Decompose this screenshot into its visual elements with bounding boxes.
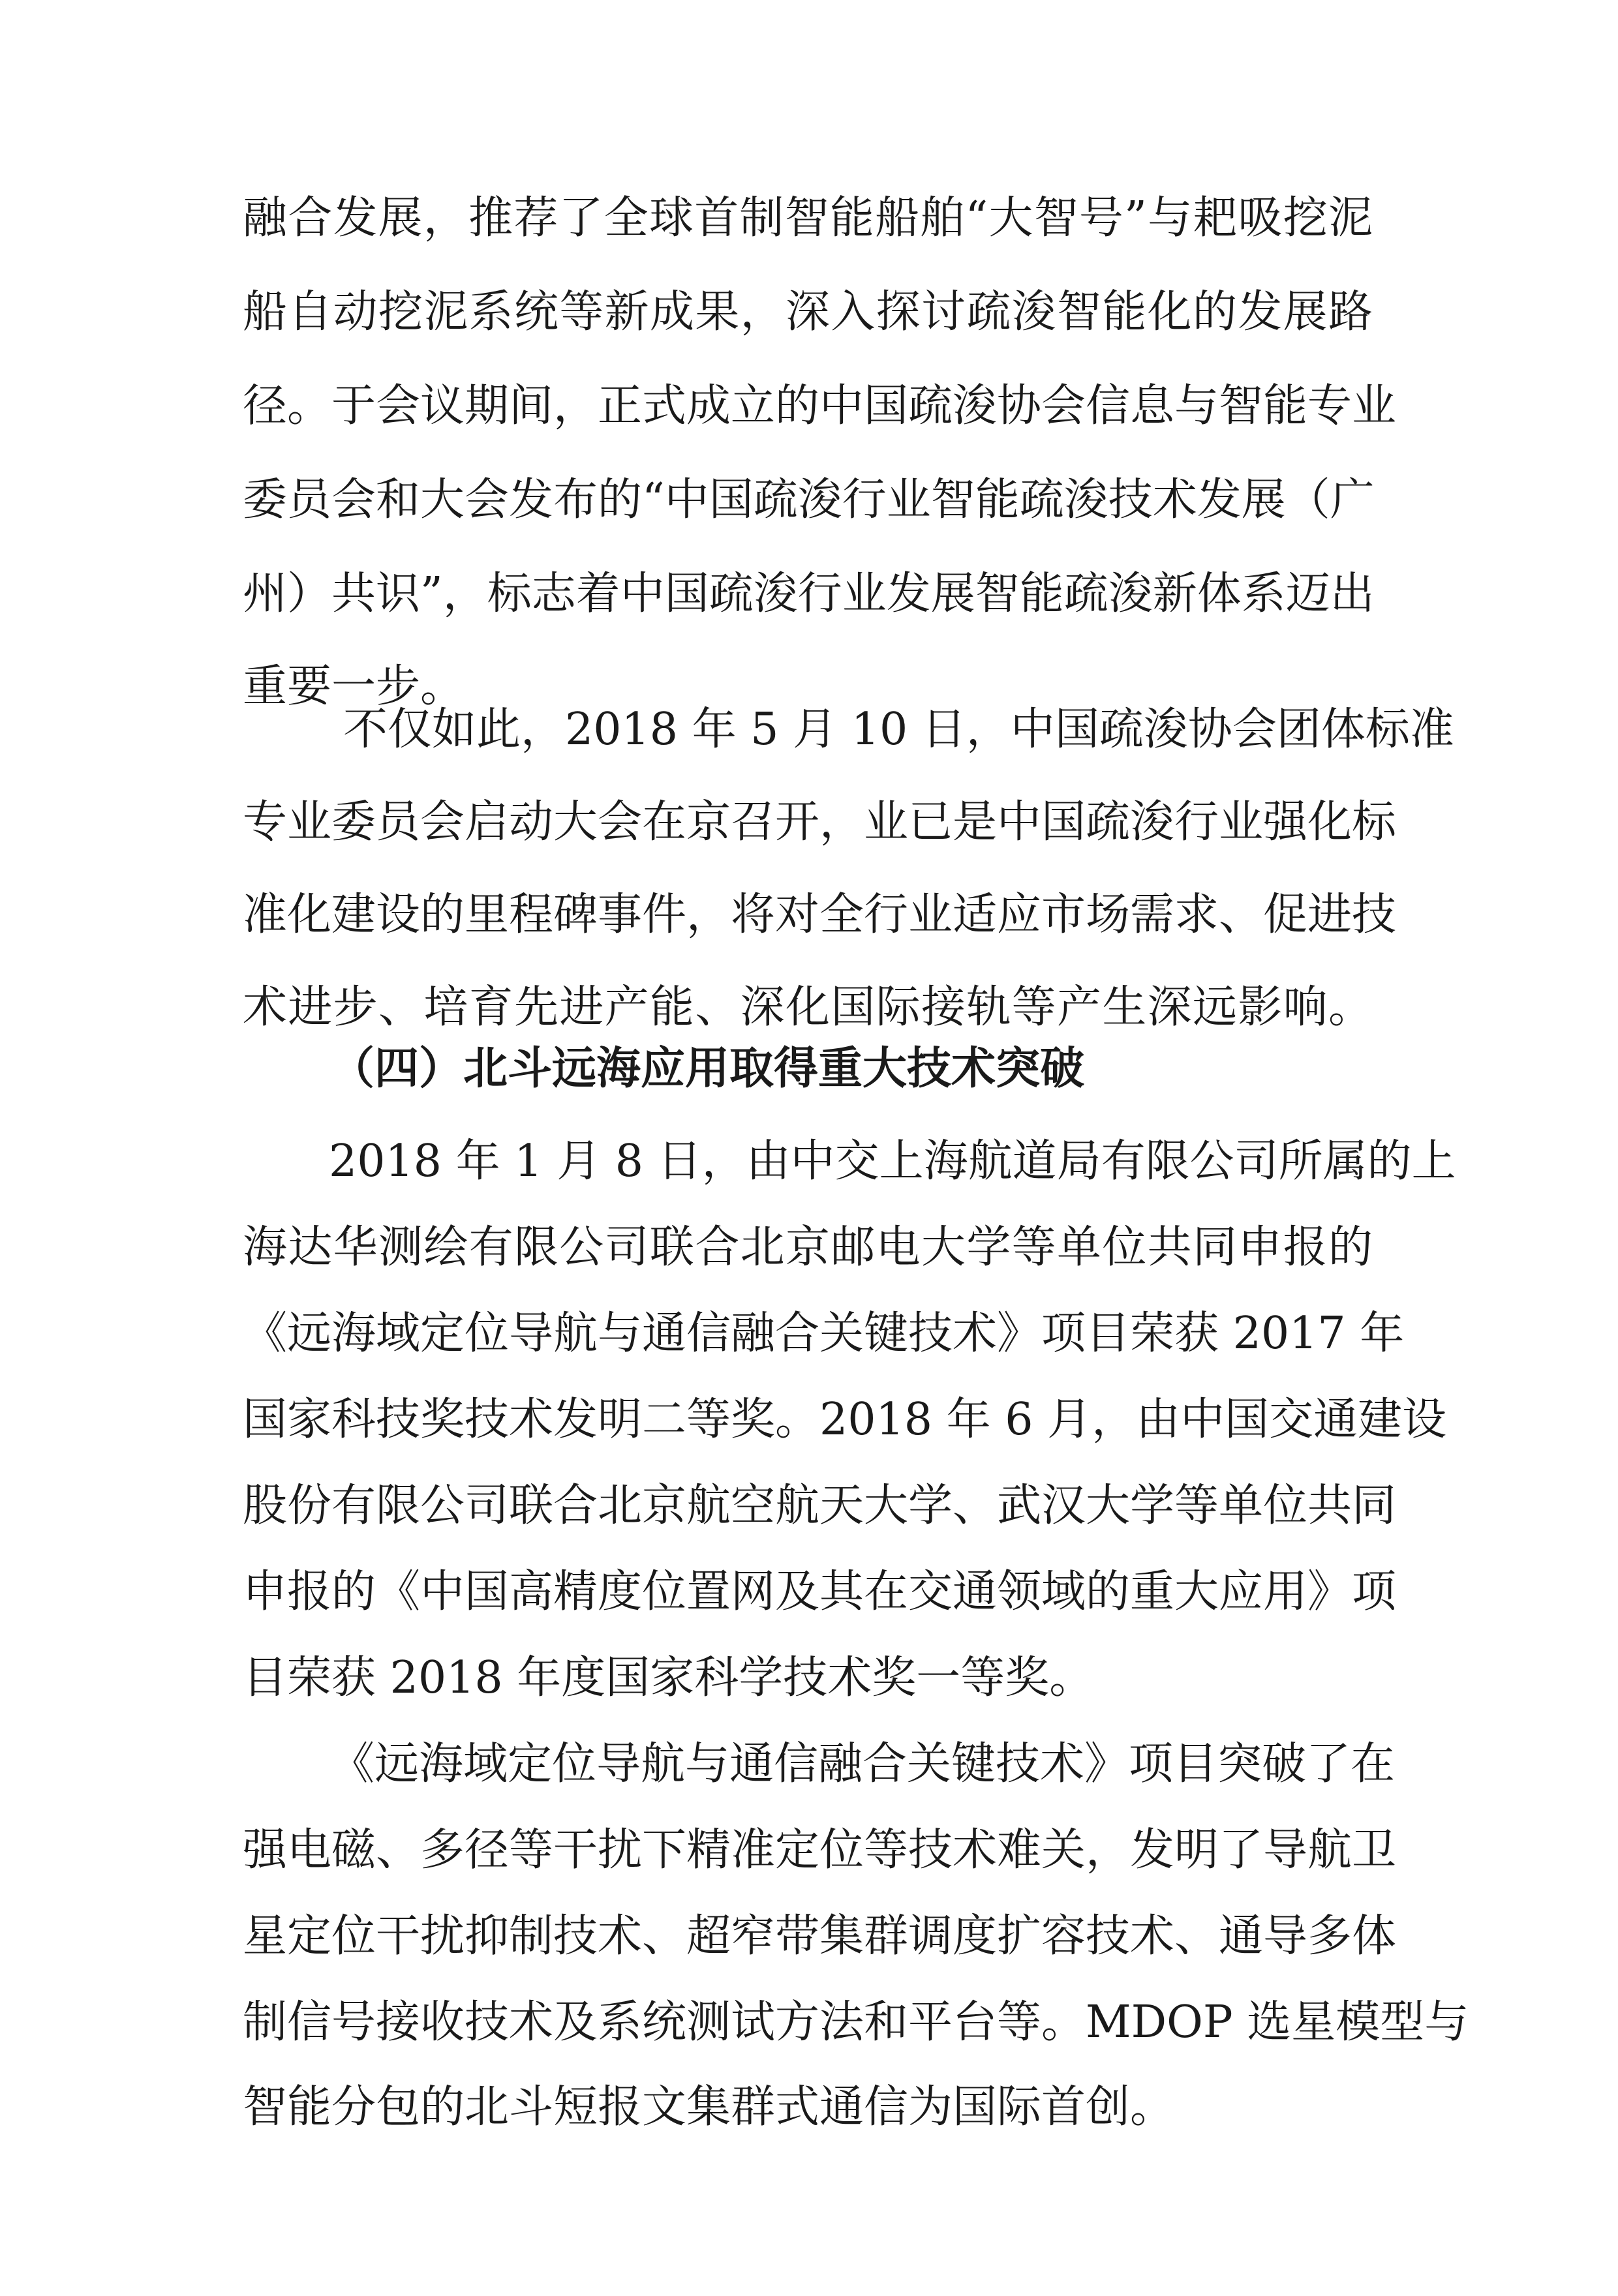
paragraph-1-line-2: 船自动挖泥系统等新成果，深入探讨疏浚智能化的发展路: [243, 286, 1373, 338]
paragraph-4-line-5: 智能分包的北斗短报文集群式通信为国际首创。: [243, 2081, 1175, 2133]
paragraph-3-line-7: 目荣获 2018 年度国家科学技术奖一等奖。: [243, 1652, 1094, 1704]
paragraph-3-line-3: 《远海域定位导航与通信融合关键技术》项目荣获 2017 年: [243, 1308, 1405, 1359]
paragraph-1-line-6: 重要一步。: [243, 661, 465, 712]
paragraph-3-line-4: 国家科技奖技术发明二等奖。2018 年 6 月，由中国交通建设: [243, 1394, 1447, 1445]
paragraph-2-line-3: 准化建设的里程碑事件，将对全行业适应市场需求、促进技: [243, 889, 1397, 941]
paragraph-4-line-2: 强电磁、多径等干扰下精准定位等技术难关，发明了导航卫: [243, 1824, 1397, 1876]
paragraph-2-line-2: 专业委员会启动大会在京召开，业已是中国疏浚行业强化标: [243, 796, 1397, 848]
paragraph-4-line-4: 制信号接收技术及系统测试方法和平台等。MDOP 选星模型与: [243, 1997, 1469, 2048]
paragraph-3-line-1: 2018 年 1 月 8 日，由中交上海航道局有限公司所属的上: [329, 1136, 1456, 1187]
section-heading: （四）北斗远海应用取得重大技术突破: [330, 1043, 1085, 1095]
paragraph-2-line-1: 不仅如此，2018 年 5 月 10 日，中国疏浚协会团体标准: [343, 704, 1454, 755]
paragraph-1-line-5: 州）共识”，标志着中国疏浚行业发展智能疏浚新体系迈出: [243, 568, 1375, 620]
paragraph-4-line-1: 《远海域定位导航与通信融合关键技术》项目突破了在: [330, 1738, 1396, 1790]
paragraph-3-line-5: 股份有限公司联合北京航空航天大学、武汉大学等单位共同: [243, 1480, 1397, 1532]
paragraph-1-line-1: 融合发展，推荐了全球首制智能船舶“大智号”与耙吸挖泥: [243, 192, 1373, 244]
paragraph-3-line-6: 申报的《中国高精度位置网及其在交通领域的重大应用》项: [243, 1566, 1397, 1618]
paragraph-4-line-3: 星定位干扰抑制技术、超窄带集群调度扩容技术、通导多体: [243, 1911, 1397, 1962]
paragraph-2-line-4: 术进步、培育先进产能、深化国际接轨等产生深远影响。: [243, 982, 1373, 1033]
paragraph-3-line-2: 海达华测绘有限公司联合北京邮电大学等单位共同申报的: [243, 1222, 1373, 1273]
paragraph-1-line-3: 径。于会议期间，正式成立的中国疏浚协会信息与智能专业: [243, 380, 1397, 432]
paragraph-1-line-4: 委员会和大会发布的“中国疏浚行业智能疏浚技术发展（广: [243, 474, 1375, 526]
